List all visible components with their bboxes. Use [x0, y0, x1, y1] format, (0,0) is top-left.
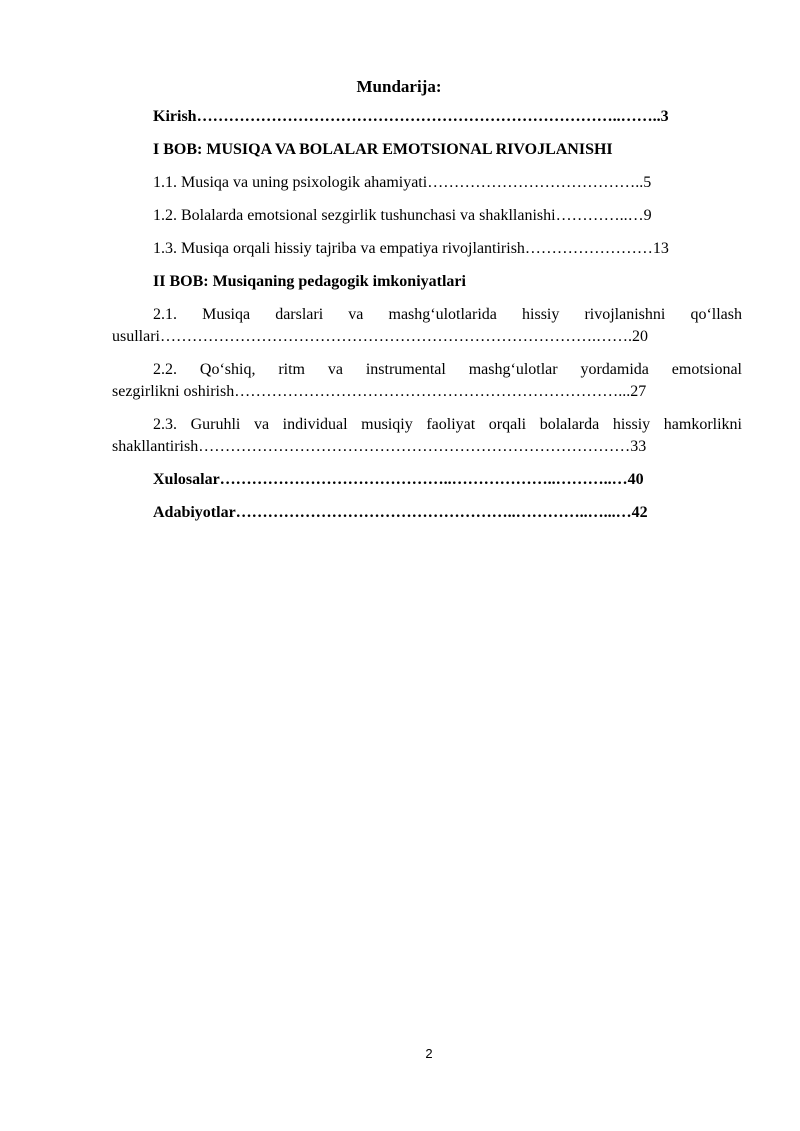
- toc-entry-text-line-1: 2.2. Qo‘shiq, ritm va instrumental mashg‘ulotlar yordamida emotsional: [153, 361, 742, 378]
- toc-entry-text: 1.1. Musiqa va uning psixologik ahamiyati…………………………………..5: [153, 174, 652, 191]
- toc-title: Mundarija:: [356, 77, 442, 96]
- toc-entry-text: Kirish……………………………………………………………………..……..3: [153, 108, 669, 125]
- toc-entry-text: Adabiyotlar……………………………………………..…………..…...…42: [153, 504, 648, 521]
- toc-chapter-title: I BOB: MUSIQA VA BOLALAR EMOTSIONAL RIVOJLANISHI: [153, 141, 613, 158]
- toc-entry-2-2[interactable]: [112, 359, 742, 403]
- toc-entry-text: 1.3. Musiqa orqali hissiy tajriba va empatiya rivojlantirish……………………13: [153, 240, 669, 257]
- table-of-contents: [112, 106, 742, 535]
- toc-entry-text-line-2: usullari……………………………………………………………………….…….20: [112, 328, 648, 345]
- toc-entry-2-3[interactable]: [112, 414, 742, 458]
- toc-entry-intro[interactable]: [112, 106, 742, 128]
- toc-entry-text-line-1: 2.1. Musiqa darslari va mashg‘ulotlarida hissiy rivojlanishni qo‘llash: [153, 306, 742, 323]
- toc-chapter-title: II BOB: Musiqaning pedagogik imkoniyatlari: [153, 273, 466, 290]
- toc-chapter-2[interactable]: [112, 271, 742, 293]
- page-number: 2: [425, 1046, 433, 1061]
- toc-entry-conclusions[interactable]: [112, 469, 742, 491]
- toc-entry-text: 1.2. Bolalarda emotsional sezgirlik tushunchasi va shakllanishi…………..…9: [153, 207, 652, 224]
- toc-entry-references[interactable]: [112, 502, 742, 524]
- toc-entry-1-1[interactable]: [112, 172, 742, 194]
- toc-entry-text-line-1: 2.3. Guruhli va individual musiqiy faoliyat orqali bolalarda hissiy hamkorlikni: [153, 416, 742, 433]
- toc-entry-2-1[interactable]: [112, 304, 742, 348]
- toc-entry-text: Xulosalar……………………………………..………………..………..…40: [153, 471, 644, 488]
- toc-entry-text-line-2: shakllantirish………………………………………………………………………33: [112, 438, 647, 455]
- toc-entry-1-2[interactable]: [112, 205, 742, 227]
- toc-entry-1-3[interactable]: [112, 238, 742, 260]
- toc-chapter-1[interactable]: [112, 139, 742, 161]
- toc-entry-text-line-2: sezgirlikni oshirish………………………………………………………………...27: [112, 383, 647, 400]
